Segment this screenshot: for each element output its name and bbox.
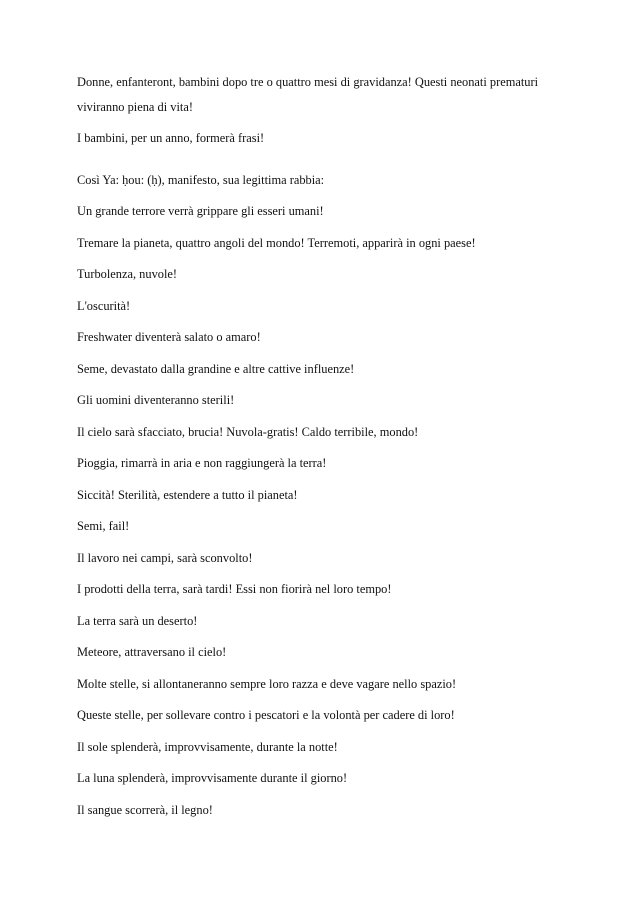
paragraph-manifest-anger: Così Ya: ḥou: (ḥ), manifesto, sua legittima rabbia:	[77, 172, 325, 187]
paragraph-sun-night: Il sole splenderà, improvvisamente, durante la notte!	[77, 739, 338, 754]
paragraph-meteors: Meteore, attraversano il cielo!	[77, 645, 227, 659]
paragraph-seed-devastated: Seme, devastato dalla grandine e altre cattive influenze!	[77, 361, 355, 376]
paragraph-blood-wood: Il sangue scorrerà, il legno!	[77, 802, 213, 817]
paragraph-earth-products: I prodotti della terra, sarà tardi! Essi non fiorirà nel loro tempo!	[77, 582, 392, 596]
paragraph-turbulence: Turbolenza, nuvole!	[77, 267, 178, 281]
document-body	[77, 70, 577, 829]
paragraph-burning-sky: Il cielo sarà sfacciato, brucia! Nuvola-gratis! Caldo terribile, mondo!	[77, 424, 419, 439]
paragraph-field-work: Il lavoro nei campi, sarà sconvolto!	[77, 550, 253, 565]
paragraph-premature-births: Donne, enfanteront, bambini dopo tre o quattro mesi di gravidanza! Questi neonati prematuri viviranno piena di vita!	[77, 75, 539, 114]
paragraph-sterile-men: Gli uomini diventeranno sterili!	[77, 393, 235, 407]
paragraph-drought: Siccità! Sterilità, estendere a tutto il pianeta!	[77, 487, 298, 502]
paragraph-stars-wander: Molte stelle, si allontaneranno sempre loro razza e deve vagare nello spazio!	[77, 676, 457, 691]
paragraph-seeds-fail: Semi, fail!	[77, 519, 130, 533]
paragraph-darkness: L'oscurità!	[77, 298, 131, 313]
paragraph-rain: Pioggia, rimarrà in aria e non raggiungerà la terra!	[77, 456, 327, 470]
paragraph-stars-fishermen: Queste stelle, per sollevare contro i pescatori e la volontà per cadere di loro!	[77, 708, 455, 722]
paragraph-spacer	[77, 158, 577, 168]
paragraph-great-terror: Un grande terrore verrà grippare gli esseri umani!	[77, 204, 324, 218]
paragraph-children-sentences: I bambini, per un anno, formerà frasi!	[77, 131, 265, 145]
paragraph-desert: La terra sarà un deserto!	[77, 613, 198, 628]
paragraph-earthquakes: Tremare la pianeta, quattro angoli del mondo! Terremoti, apparirà in ogni paese!	[77, 235, 476, 250]
paragraph-freshwater: Freshwater diventerà salato o amaro!	[77, 330, 261, 344]
paragraph-moon-day: La luna splenderà, improvvisamente durante il giorno!	[77, 771, 348, 785]
